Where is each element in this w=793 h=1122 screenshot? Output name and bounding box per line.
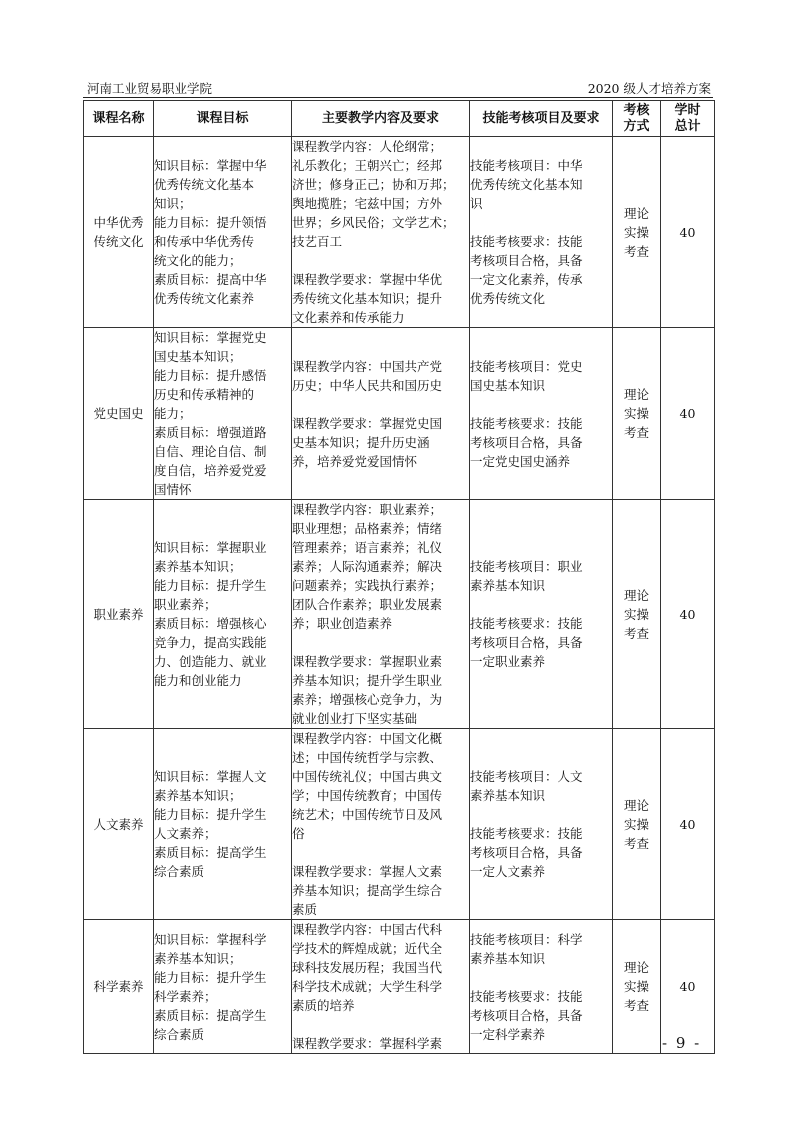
header-hours: 学时 总计 xyxy=(661,101,715,137)
skill-assessment: 技能考核项目：中华 优秀传统文化基本知 识 技能考核要求：技能 考核项目合格，具备 一定文化素养，传承 优秀传统文化 xyxy=(470,137,613,328)
course-content: 课程教学内容：中国古代科 学技术的辉煌成就；近代全 球科技发展历程；我国当代 科学技术成就；大学生科学 素质的培养 课程教学要求：掌握科学素 xyxy=(292,920,470,1054)
header-rule xyxy=(83,97,713,98)
course-goal: 知识目标：掌握党史 国史基本知识； 能力目标：提升感悟 历史和传承精神的 能力； 素质目标：增强道路 自信、理论自信、制 度自信，培养爱党爱 国情怀 xyxy=(154,328,292,500)
header-skill: 技能考核项目及要求 xyxy=(470,101,613,137)
header-goal: 课程目标 xyxy=(154,101,292,137)
table-row xyxy=(84,729,715,920)
institution-name: 河南工业贸易职业学院 xyxy=(87,81,213,96)
course-content: 课程教学内容：中国文化概 述；中国传统哲学与宗教、 中国传统礼仪；中国古典文 学；中国传统教育；中国传 统艺术；中国传统节日及风 俗 课程教学要求：掌握人文素 养基本知识；提高学生综合 素质 xyxy=(292,729,470,920)
course-goal: 知识目标：掌握职业 素养基本知识； 能力目标：提升学生 职业素养； 素质目标：增强核心 竞争力，提高实践能 力、创造能力、就业 能力和创业能力 xyxy=(154,500,292,729)
course-goal: 知识目标：掌握科学 素养基本知识； 能力目标：提升学生 科学素养； 素质目标：提高学生 综合素质 xyxy=(154,920,292,1054)
skill-assessment: 技能考核项目：党史 国史基本知识 技能考核要求：技能 考核项目合格，具备 一定党史国史涵养 xyxy=(470,328,613,500)
exam-method: 理论 实操 考查 xyxy=(613,500,661,729)
table-row xyxy=(84,920,715,1054)
exam-method: 理论 实操 考查 xyxy=(613,729,661,920)
course-name: 科学素养 xyxy=(84,920,154,1054)
skill-assessment: 技能考核项目：人文 素养基本知识 技能考核要求：技能 考核项目合格，具备 一定人文素养 xyxy=(470,729,613,920)
header-course: 课程名称 xyxy=(84,101,154,137)
table-row xyxy=(84,137,715,328)
header-exam: 考核 方式 xyxy=(613,101,661,137)
header-content: 主要教学内容及要求 xyxy=(292,101,470,137)
exam-method: 理论 实操 考查 xyxy=(613,137,661,328)
course-name: 人文素养 xyxy=(84,729,154,920)
course-content: 课程教学内容：人伦纲常； 礼乐教化；王朝兴亡；经邦 济世；修身正己；协和万邦； 舆地揽胜；宅兹中国；方外 世界；乡风民俗；文学艺术； 技艺百工 课程教学要求：掌握中华优 秀传统文化基本知识；提升 文化素养和传承能力 xyxy=(292,137,470,328)
total-hours: 40 xyxy=(661,137,715,328)
course-name: 职业素养 xyxy=(84,500,154,729)
skill-assessment: 技能考核项目：科学 素养基本知识 技能考核要求：技能 考核项目合格，具备 一定科学素养 xyxy=(470,920,613,1054)
exam-method: 理论 实操 考查 xyxy=(613,920,661,1054)
course-table xyxy=(83,100,715,1054)
total-hours: 40 xyxy=(661,729,715,920)
skill-assessment: 技能考核项目：职业 素养基本知识 技能考核要求：技能 考核项目合格，具备 一定职业素养 xyxy=(470,500,613,729)
course-name: 中华优秀 传统文化 xyxy=(84,137,154,328)
page-number: - 9 - xyxy=(662,1034,702,1052)
table-row xyxy=(84,328,715,500)
course-content: 课程教学内容：职业素养； 职业理想；品格素养；情绪 管理素养；语言素养；礼仪 素养；人际沟通素养；解决 问题素养；实践执行素养； 团队合作素养；职业发展素 养；职业创造素养 课程教学要求：掌握职业素 养基本知识；提升学生职业 素养；增强核心竞争力，为 就业创业打下坚实基础 xyxy=(292,500,470,729)
course-goal: 知识目标：掌握人文 素养基本知识； 能力目标：提升学生 人文素养； 素质目标：提高学生 综合素质 xyxy=(154,729,292,920)
total-hours: 40 xyxy=(661,920,715,1054)
plan-title: 2020 级人才培养方案 xyxy=(587,81,711,96)
course-name: 党史国史 xyxy=(84,328,154,500)
exam-method: 理论 实操 考查 xyxy=(613,328,661,500)
table-row xyxy=(84,500,715,729)
total-hours: 40 xyxy=(661,500,715,729)
page-header xyxy=(83,79,713,97)
course-goal: 知识目标：掌握中华 优秀传统文化基本 知识； 能力目标：提升领悟 和传承中华优秀传 统文化的能力； 素质目标：提高中华 优秀传统文化素养 xyxy=(154,137,292,328)
table-header-row xyxy=(84,101,715,137)
total-hours: 40 xyxy=(661,328,715,500)
course-content: 课程教学内容：中国共产党 历史；中华人民共和国历史 课程教学要求：掌握党史国 史基本知识；提升历史涵 养，培养爱党爱国情怀 xyxy=(292,328,470,500)
